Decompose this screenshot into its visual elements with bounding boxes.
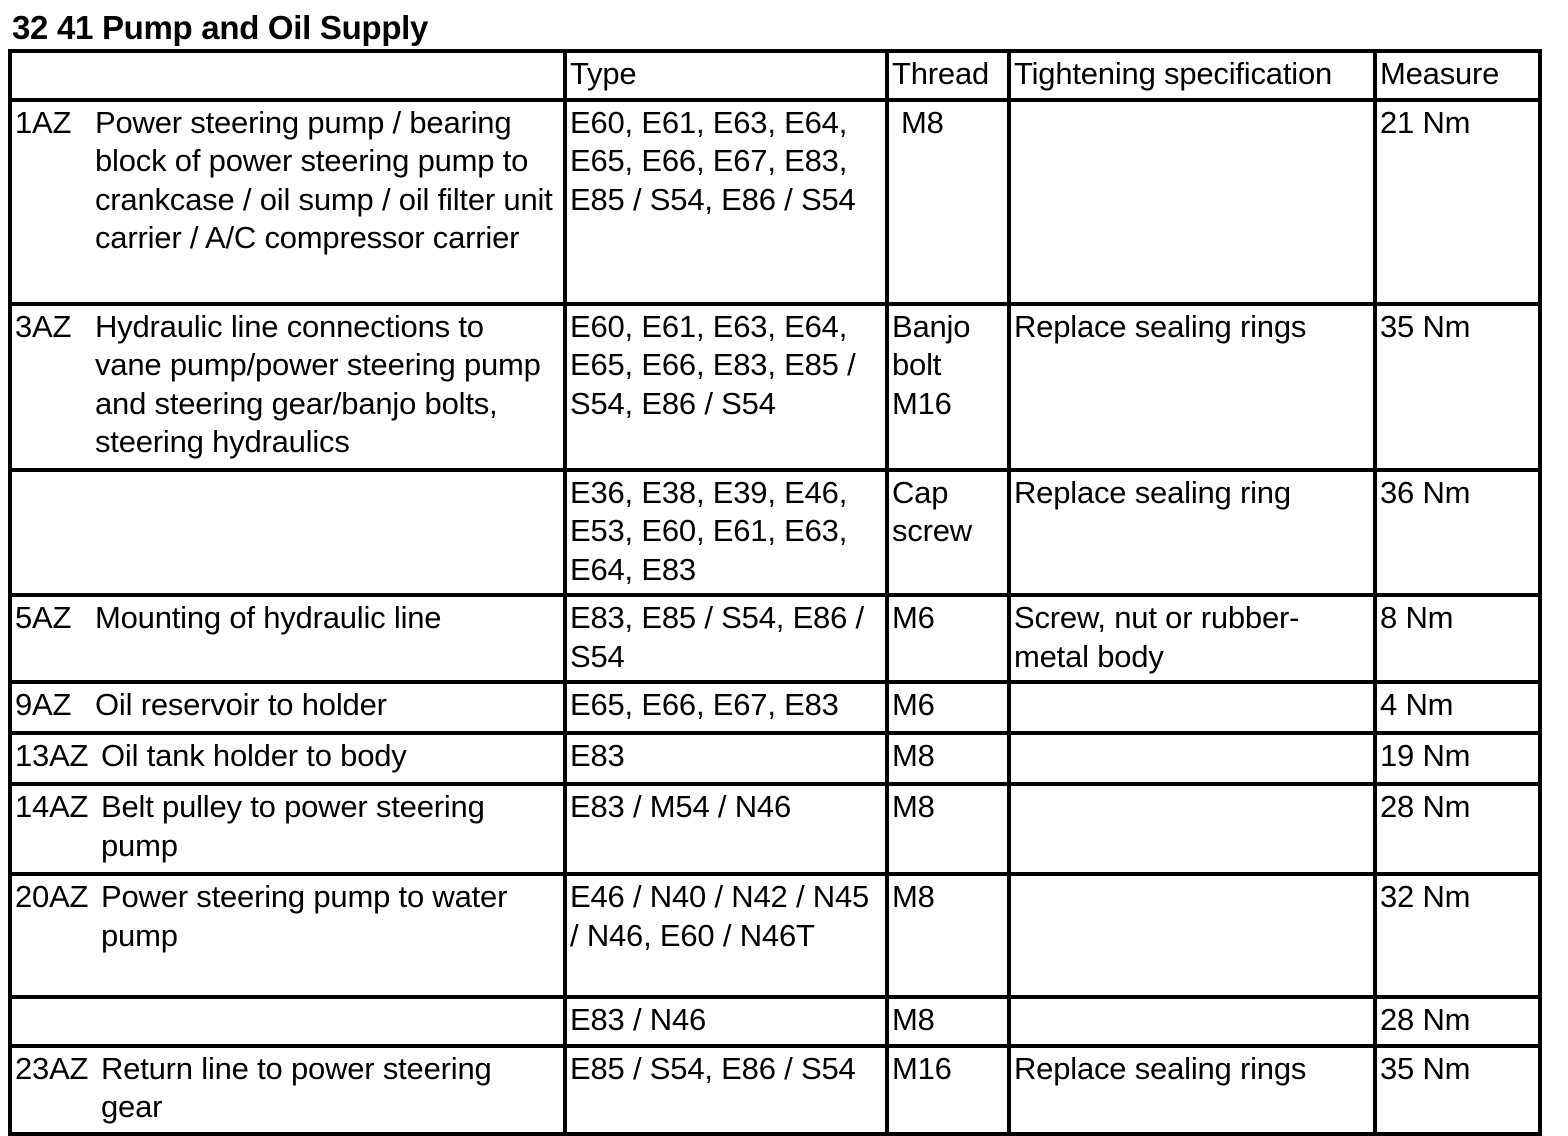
tightening-cell: Screw, nut or rubber-metal body — [1009, 595, 1375, 682]
tightening-cell — [1009, 682, 1375, 733]
item-description: Mounting of hydraulic line — [95, 600, 442, 635]
item-code: 23AZ — [15, 1050, 89, 1086]
header-row — [10, 51, 1540, 100]
torque-spec-table — [8, 49, 1542, 1136]
measure-cell: 28 Nm — [1375, 997, 1540, 1046]
table-row — [10, 784, 1540, 874]
item-code: 1AZ — [15, 104, 72, 140]
component-cell — [10, 595, 565, 682]
tightening-cell — [1009, 733, 1375, 784]
table-row — [10, 997, 1540, 1046]
table-row — [10, 100, 1540, 304]
page-title: 32 41 Pump and Oil Supply — [12, 9, 429, 46]
table-row — [10, 595, 1540, 682]
component-cell — [10, 682, 565, 733]
type-cell: E60, E61, E63, E64, E65, E66, E67, E83, E85 / S54, E86 / S54 — [565, 100, 887, 304]
header-tightening: Tightening specification — [1009, 51, 1375, 100]
table-row — [10, 470, 1540, 596]
table-row — [10, 874, 1540, 997]
item-description: Oil tank holder to body — [101, 738, 407, 773]
header-component — [10, 51, 565, 100]
measure-cell: 35 Nm — [1375, 1046, 1540, 1134]
thread-cell: M8 — [887, 784, 1009, 874]
tightening-cell: Replace sealing rings — [1009, 1046, 1375, 1134]
component-cell — [10, 100, 565, 304]
item-code: 14AZ — [15, 789, 89, 824]
tightening-cell — [1009, 784, 1375, 874]
component-cell — [10, 733, 565, 784]
measure-cell: 36 Nm — [1375, 470, 1540, 596]
item-description: Hydraulic line connections to vane pump/power steering pump and steering gear/banjo bolts, steering hydraulics — [95, 308, 541, 459]
thread-cell: M6 — [887, 682, 1009, 733]
header-measure: Measure — [1375, 51, 1540, 100]
component-cell — [10, 304, 565, 470]
item-description: Return line to power steering gear — [101, 1050, 492, 1124]
type-cell: E65, E66, E67, E83 — [565, 682, 887, 733]
item-code: 20AZ — [15, 879, 89, 914]
measure-cell: 28 Nm — [1375, 784, 1540, 874]
tightening-cell — [1009, 874, 1375, 997]
thread-cell: M6 — [887, 595, 1009, 682]
measure-cell: 32 Nm — [1375, 874, 1540, 997]
thread-cell: Cap screw — [887, 470, 1009, 596]
tightening-cell: Replace sealing rings — [1009, 304, 1375, 470]
measure-cell: 19 Nm — [1375, 733, 1540, 784]
thread-cell: M8 — [887, 100, 1009, 304]
item-code: 13AZ — [15, 738, 89, 773]
type-cell: E83 — [565, 733, 887, 784]
tightening-cell: Replace sealing ring — [1009, 470, 1375, 596]
item-code: 3AZ — [15, 308, 72, 344]
item-description: Belt pulley to power steering pump — [101, 789, 485, 863]
type-cell: E83 / M54 / N46 — [565, 784, 887, 874]
tightening-cell — [1009, 100, 1375, 304]
header-thread: Thread — [887, 51, 1009, 100]
item-description: Power steering pump / bearing block of power steering pump to crankcase / oil sump / oil filter unit carrier / A/C compressor carrier — [95, 104, 553, 255]
table-row — [10, 682, 1540, 733]
header-type: Type — [565, 51, 887, 100]
thread-cell: Banjo bolt M16 — [887, 304, 1009, 470]
type-cell: E60, E61, E63, E64, E65, E66, E83, E85 / S54, E86 / S54 — [565, 304, 887, 470]
component-cell — [10, 470, 565, 596]
tightening-cell — [1009, 997, 1375, 1046]
component-cell — [10, 784, 565, 874]
thread-cell: M8 — [887, 874, 1009, 997]
component-cell — [10, 1046, 565, 1134]
item-description: Power steering pump to water pump — [101, 879, 508, 953]
type-cell: E85 / S54, E86 / S54 — [565, 1046, 887, 1134]
type-cell: E36, E38, E39, E46, E53, E60, E61, E63, E64, E83 — [565, 470, 887, 596]
table-row — [10, 733, 1540, 784]
type-cell: E83 / N46 — [565, 997, 887, 1046]
component-cell — [10, 874, 565, 997]
measure-cell: 35 Nm — [1375, 304, 1540, 470]
type-cell: E46 / N40 / N42 / N45 / N46, E60 / N46T — [565, 874, 887, 997]
component-cell — [10, 997, 565, 1046]
item-code: 5AZ — [15, 600, 72, 635]
type-cell: E83, E85 / S54, E86 / S54 — [565, 595, 887, 682]
item-description: Oil reservoir to holder — [95, 687, 387, 722]
measure-cell: 21 Nm — [1375, 100, 1540, 304]
table-row — [10, 304, 1540, 470]
thread-cell: M16 — [887, 1046, 1009, 1134]
measure-cell: 8 Nm — [1375, 595, 1540, 682]
thread-cell: M8 — [887, 997, 1009, 1046]
thread-cell: M8 — [887, 733, 1009, 784]
table-row — [10, 1046, 1540, 1134]
item-code: 9AZ — [15, 687, 72, 722]
measure-cell: 4 Nm — [1375, 682, 1540, 733]
